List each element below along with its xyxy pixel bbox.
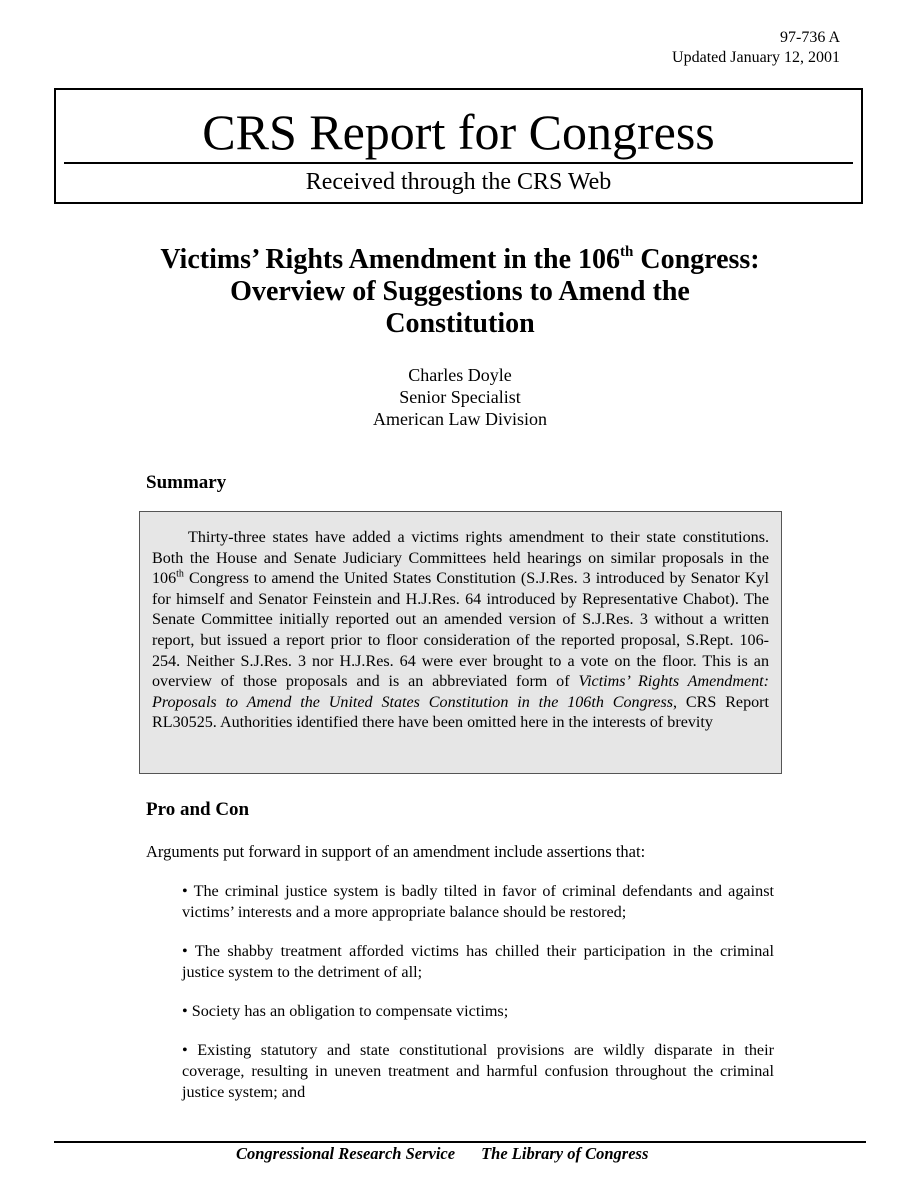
author-block [0, 364, 920, 430]
list-item: • The criminal justice system is badly tilted in favor of criminal defendants and against victims’ interests and a more appropriate balance should be restored; [182, 882, 774, 921]
footer-crs: Congressional Research Service [236, 1144, 456, 1163]
footer-divider [54, 1141, 866, 1143]
arguments-intro: Arguments put forward in support of an amendment include assertions that: [146, 842, 646, 861]
report-identifier [672, 28, 840, 68]
title-line-1: Victims’ Rights Amendment in the 106th Congress: [160, 243, 760, 275]
footer [236, 1144, 648, 1164]
list-item: • Existing statutory and state constitutional provisions are wildly disparate in their coverage, resulting in uneven treatment and harmful confusion throughout the criminal justice system; and [182, 1041, 774, 1101]
summary-box [139, 511, 782, 774]
author-division: American Law Division [373, 409, 547, 429]
list-item: • The shabby treatment afforded victims has chilled their participation in the criminal justice system to the detriment of all; [182, 942, 774, 981]
banner-title: CRS Report for Congress [202, 104, 715, 160]
banner-divider [64, 162, 853, 164]
title-line-2: Overview of Suggestions to Amend the [230, 276, 690, 307]
title-line-3: Constitution [385, 308, 535, 339]
crs-banner [54, 88, 863, 204]
banner-subtitle: Received through the CRS Web [305, 169, 612, 195]
updated-date: Updated January 12, 2001 [672, 49, 840, 66]
document-title [100, 244, 820, 340]
author-name: Charles Doyle [408, 365, 512, 385]
pro-con-heading: Pro and Con [146, 799, 250, 820]
footer-loc: The Library of Congress [481, 1144, 649, 1163]
summary-paragraph: Thirty-three states have added a victims rights amendment to their state constitutions. Both the House and Senate Judiciary Committees held hearings on similar proposals in the 106th Congress to amend the United States Constitution (S.J.Res. 3 introduced by Senator Kyl for himself and Senator Feinstein and H.J.Res. 64 introduced by Representative Chabot). The Senate Committee initially reported out an amended version of S.J.Res. 3 without a written report, but issued a report prior to floor consideration of the reported proposal, S.Rept. 106-254. Neither S.J.Res. 3 nor H.J.Res. 64 were ever brought to a vote on the floor. This is an overview of those proposals and is an abbreviated form of Victims’ Rights Amendment: Proposals to Amend the United States Constitution in the 106th Congress, CRS Report RL30525. Authorities identified there have been omitted here in the interests of brevity [152, 529, 769, 732]
cited-report-title: Victims’ Rights Amendment: Proposals to Amend the United States Constitution in the 106th Congress [152, 673, 769, 711]
arguments-list [182, 881, 774, 1121]
list-item: • Society has an obligation to compensate victims; [182, 1002, 509, 1020]
summary-heading: Summary [146, 472, 227, 493]
author-position: Senior Specialist [399, 387, 521, 407]
report-number: 97-736 A [780, 29, 840, 46]
